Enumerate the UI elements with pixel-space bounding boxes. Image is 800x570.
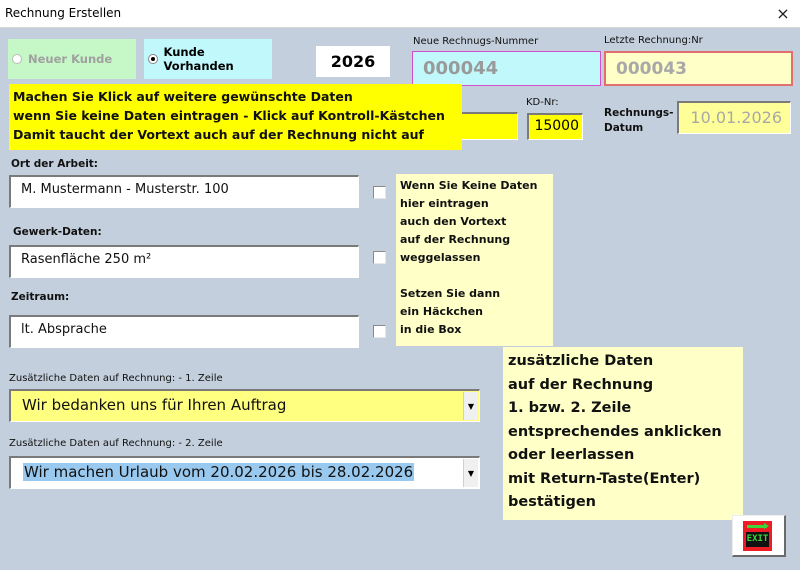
- radio-new-customer[interactable]: [8, 39, 136, 79]
- window-title: Rechnung Erstellen: [5, 6, 122, 20]
- radio-existing-customer[interactable]: [144, 39, 272, 79]
- extra-line-2-label: Zusätzliche Daten auf Rechnung: - 2. Zeile: [9, 438, 223, 449]
- radio-label: Kunde Vorhanden: [163, 45, 234, 73]
- radio-label: Neuer Kunde: [28, 52, 113, 66]
- chevron-down-icon[interactable]: ▼: [463, 392, 478, 420]
- exit-icon: [743, 521, 772, 551]
- exit-label: EXIT: [746, 532, 769, 547]
- note-line: mit Return-Taste(Enter): [508, 470, 701, 487]
- period-label: Zeitraum:: [11, 291, 70, 303]
- note-line: Wenn Sie Keine Daten: [400, 179, 538, 192]
- period-checkbox[interactable]: [373, 325, 386, 338]
- trade-data-label: Gewerk-Daten:: [13, 226, 102, 238]
- note-line: hier eintragen: [400, 197, 489, 210]
- invoice-date-label-line: Datum: [604, 122, 644, 134]
- customer-number-label: KD-Nr:: [526, 97, 559, 108]
- note-line: in die Box: [400, 323, 462, 336]
- note-line: oder leerlassen: [508, 447, 635, 463]
- exit-button[interactable]: [732, 515, 786, 557]
- new-invoice-number-label: Neue Rechnugs-Nummer: [413, 36, 539, 47]
- invoice-date-label-line: Rechnungs-: [604, 107, 674, 119]
- note-line: auf der Rechnung: [400, 233, 511, 246]
- instruction-line: Damit taucht der Vortext auch auf der Rechnung nicht auf: [13, 127, 424, 142]
- instruction-line: Machen Sie Klick auf weitere gewünschte Daten: [13, 89, 353, 104]
- extra-line-1-label: Zusätzliche Daten auf Rechnung: - 1. Zeile: [9, 373, 223, 384]
- last-invoice-number-field[interactable]: 000043: [604, 51, 793, 86]
- arrow-head: [764, 523, 769, 529]
- trade-data-input[interactable]: Rasenfläche 250 m²: [9, 245, 359, 278]
- note-line: Setzen Sie dann: [400, 287, 501, 300]
- extra-line-1-dropdown[interactable]: [9, 389, 480, 422]
- note-line: [400, 267, 553, 285]
- trade-data-checkbox[interactable]: [373, 251, 386, 264]
- instruction-line: wenn Sie keine Daten eintragen - Klick auf Kontroll-Kästchen: [13, 108, 445, 123]
- chevron-down-icon[interactable]: ▼: [463, 459, 478, 487]
- work-location-label: Ort der Arbeit:: [11, 158, 99, 170]
- invoice-date-field[interactable]: 10.01.2026: [677, 101, 791, 134]
- extra-lines-hint-note: [503, 347, 743, 520]
- extra-line-1-value: Wir bedanken uns für Ihren Auftrag: [22, 396, 287, 414]
- year-display: 2026: [316, 46, 390, 77]
- title-bar: [0, 0, 800, 28]
- customer-number-field[interactable]: 15000: [527, 113, 583, 140]
- note-line: entsprechendes anklicken: [508, 423, 722, 440]
- note-line: bestätigen: [508, 494, 596, 510]
- note-line: zusätzliche Daten: [508, 353, 654, 369]
- radio-icon: [12, 54, 22, 64]
- invoice-date-label: [604, 106, 673, 136]
- last-invoice-number-label: Letzte Rechnung:Nr: [604, 35, 703, 46]
- note-line: auch den Vortext: [400, 215, 507, 228]
- extra-line-2-dropdown[interactable]: [9, 456, 480, 489]
- radio-selected-icon: [148, 54, 158, 64]
- note-line: ein Häckchen: [400, 305, 483, 318]
- checkbox-hint-note: [396, 174, 553, 346]
- note-line: weggelassen: [400, 251, 481, 264]
- work-location-input[interactable]: M. Mustermann - Musterstr. 100: [9, 175, 359, 208]
- note-line: auf der Rechnung: [508, 376, 654, 393]
- new-invoice-number-field[interactable]: 000044: [412, 51, 601, 86]
- extra-line-2-value: Wir machen Urlaub vom 20.02.2026 bis 28.02.2026: [24, 463, 414, 481]
- instruction-box: [9, 84, 462, 150]
- note-line: 1. bzw. 2. Zeile: [508, 400, 632, 416]
- close-icon[interactable]: ×: [776, 4, 790, 23]
- work-location-checkbox[interactable]: [373, 186, 386, 199]
- period-input[interactable]: lt. Absprache: [9, 315, 359, 348]
